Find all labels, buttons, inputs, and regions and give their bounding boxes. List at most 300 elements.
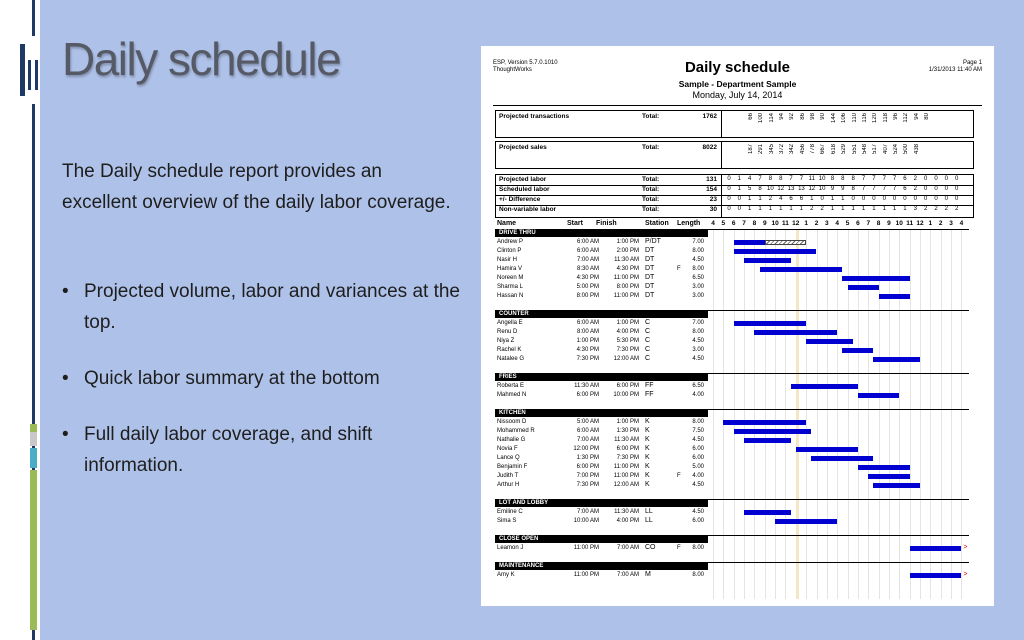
employee-name: Nathalie G <box>497 437 526 443</box>
grid-line <box>827 229 828 599</box>
employee-name: Nissoom D <box>497 419 527 425</box>
shift-start: 7:00 PM <box>576 473 599 479</box>
shift-length: 4.50 <box>692 257 704 263</box>
shift-flag: F <box>677 545 681 551</box>
col-station-header: Station <box>645 220 669 227</box>
labor-summary-cell: 1 <box>841 206 845 212</box>
shift-bar <box>910 573 962 578</box>
labor-summary-cell: 6 <box>789 196 793 202</box>
labor-summary-cell: 1 <box>748 206 752 212</box>
employee-name: Sima S <box>497 518 517 524</box>
labor-summary-cell: 7 <box>872 186 876 192</box>
station-code: CO <box>645 544 656 551</box>
station-code: LL <box>645 517 653 524</box>
shift-start: 7:00 AM <box>576 509 599 515</box>
hour-label: 10 <box>771 220 779 227</box>
station-code: K <box>645 472 650 479</box>
labor-summary-cell: 1 <box>748 196 752 202</box>
hour-label: 4 <box>959 220 964 227</box>
projected-sales-value: 529 <box>841 144 848 155</box>
projected-transaction-value: 90 <box>820 113 827 120</box>
shift-finish: 7:30 PM <box>616 455 639 461</box>
shift-bar-break <box>765 240 806 245</box>
shift-start: 1:00 PM <box>576 338 599 344</box>
labor-summary-cell: 0 <box>913 196 917 202</box>
shift-start: 4:30 PM <box>576 347 599 353</box>
projected-transaction-value: 120 <box>872 113 879 124</box>
shift-length: 4.50 <box>692 356 704 362</box>
shift-start: 5:00 AM <box>576 419 599 425</box>
shift-length: 4.00 <box>692 392 704 398</box>
box-separator <box>721 111 722 137</box>
labor-summary-cell: 2 <box>913 176 917 182</box>
labor-summary-cell: 0 <box>892 196 897 202</box>
shift-bar <box>734 429 812 434</box>
grid-line <box>961 229 962 599</box>
shift-finish: 7:00 AM <box>616 545 639 551</box>
grid-line <box>723 229 724 599</box>
shift-finish: 7:00 AM <box>616 572 639 578</box>
labor-summary-label: +/- Difference <box>499 196 541 203</box>
grid-line <box>879 229 880 599</box>
employee-name: Arthur H <box>497 482 520 488</box>
shift-start: 4:30 PM <box>576 275 599 281</box>
projected-sales-value: 500 <box>903 144 910 155</box>
labor-summary-cell: 0 <box>944 176 949 182</box>
projected-sales-label: Projected sales <box>499 144 547 151</box>
shift-length: 4.50 <box>692 338 704 344</box>
shift-start: 8:30 AM <box>576 266 599 272</box>
decor-line <box>28 60 31 90</box>
grid-line <box>765 229 766 599</box>
station-code: K <box>645 418 650 425</box>
labor-summary-cell: 0 <box>851 196 855 202</box>
shift-start: 6:00 AM <box>576 320 599 326</box>
shift-start: 10:00 AM <box>573 518 599 524</box>
shift-bar <box>744 510 791 515</box>
shift-start: 7:30 PM <box>576 482 599 488</box>
grid-line <box>910 229 911 599</box>
station-code: C <box>645 337 651 344</box>
bullet-item: • Quick labor summary at the bottom <box>62 363 472 394</box>
labor-summary-cell: 0 <box>934 176 938 182</box>
shift-finish: 4:30 PM <box>616 266 639 272</box>
report-version-line: ESP, Version 5.7.0.1010 <box>493 60 558 66</box>
labor-summary-cell: 0 <box>923 186 928 192</box>
hour-label: 4 <box>711 220 715 227</box>
col-start-header: Start <box>567 220 583 227</box>
hour-label: 10 <box>895 220 903 227</box>
labor-summary-cell: 10 <box>767 186 774 192</box>
labor-summary-cell: 8 <box>779 176 783 182</box>
grid-line <box>785 229 786 599</box>
decor-line <box>35 60 38 90</box>
shift-start: 6:00 PM <box>576 392 599 398</box>
station-code: C <box>645 319 651 326</box>
labor-summary-cell: 0 <box>903 196 907 202</box>
station-code: LL <box>645 508 653 515</box>
report-title: Daily schedule <box>684 59 791 76</box>
shift-start: 11:00 PM <box>573 545 599 551</box>
labor-summary-cell: 0 <box>872 196 876 202</box>
projected-transaction-value: 144 <box>830 113 837 124</box>
labor-summary-row <box>496 205 973 215</box>
shift-start: 11:00 PM <box>573 572 599 578</box>
labor-summary-cell: 2 <box>955 206 959 212</box>
employee-name: Mohammed R <box>497 428 535 434</box>
shift-length: 8.00 <box>692 329 704 335</box>
report-vendor-line: ThoughtWorks <box>493 67 532 73</box>
labor-summary-cell: 0 <box>737 196 742 202</box>
hour-label: 5 <box>721 220 726 227</box>
employee-name: Niya Z <box>497 338 515 344</box>
shift-start: 6:00 AM <box>576 239 599 245</box>
labor-summary-cell: 8 <box>758 186 762 192</box>
labor-summary-cell: 0 <box>944 186 949 192</box>
shift-finish: 1:30 PM <box>616 428 639 434</box>
group-header-bar <box>495 374 708 381</box>
shift-finish: 11:00 PM <box>613 293 639 299</box>
labor-summary-cell: 11 <box>808 176 815 182</box>
grid-line <box>734 229 735 599</box>
projected-transaction-value: 92 <box>789 113 796 120</box>
shift-finish: 6:00 PM <box>616 446 639 452</box>
report-page-number: Page 1 <box>962 60 982 66</box>
projected-sales-value: 342 <box>789 144 796 155</box>
shift-finish: 11:00 PM <box>613 275 639 281</box>
labor-summary-cell: 7 <box>882 186 886 192</box>
station-code: M <box>645 571 651 578</box>
shift-length: 8.00 <box>692 266 704 272</box>
labor-summary-cell: 0 <box>955 186 959 192</box>
station-code: K <box>645 427 650 434</box>
shift-length: 6.50 <box>692 383 704 389</box>
decor-block <box>30 448 37 468</box>
employee-name: Angella E <box>497 320 523 326</box>
group-header-bar <box>495 410 708 417</box>
shift-start: 6:00 AM <box>576 428 599 434</box>
shift-start: 8:00 PM <box>576 293 599 299</box>
hour-label: 2 <box>814 220 819 227</box>
employee-name: Roberta E <box>497 383 525 389</box>
labor-summary-cell: 1 <box>737 176 742 182</box>
labor-summary-cell: 2 <box>923 206 928 212</box>
shift-length: 3.00 <box>692 347 704 353</box>
labor-summary-cell: 1 <box>758 196 762 202</box>
labor-summary-cell: 0 <box>944 196 949 202</box>
hour-label: 11 <box>782 220 789 227</box>
projected-sales-value: 291 <box>758 144 765 155</box>
group-name: CLOSE OPEN <box>499 536 539 542</box>
grid-line <box>951 229 952 599</box>
labor-summary-cell: 0 <box>820 196 824 202</box>
employee-name: Benjamin F <box>497 464 528 470</box>
hour-label: 6 <box>731 220 736 227</box>
shift-finish: 11:00 PM <box>613 473 639 479</box>
projected-sales-value: 548 <box>861 144 868 155</box>
labor-summary-cell: 7 <box>861 176 866 182</box>
decor-block <box>30 424 37 432</box>
shift-finish: 1:00 PM <box>616 239 639 245</box>
shift-bar <box>858 465 910 470</box>
shift-length: 3.00 <box>692 293 704 299</box>
bullet-item: • Projected volume, labor and variances at the top. <box>62 276 472 338</box>
projected-transaction-value: 94 <box>779 113 786 120</box>
station-code: C <box>645 355 651 362</box>
grid-line <box>941 229 942 599</box>
shift-bar <box>723 420 806 425</box>
labor-summary-cell: 13 <box>787 186 795 192</box>
projected-transaction-value: 116 <box>861 113 868 123</box>
shift-length: 8.00 <box>692 419 704 425</box>
labor-summary-cell: 4 <box>748 176 752 182</box>
col-finish-header: Finish <box>596 220 617 227</box>
shift-length: 4.50 <box>692 482 704 488</box>
grid-line <box>930 229 931 599</box>
labor-summary-cell: 13 <box>798 186 805 192</box>
shift-length: 7.50 <box>692 428 704 434</box>
station-code: FF <box>645 382 654 389</box>
left-decoration <box>0 0 40 640</box>
group-name: KITCHEN <box>499 410 526 416</box>
shift-length: 5.00 <box>692 464 704 470</box>
shift-length: 8.00 <box>692 572 704 578</box>
labor-summary-cell: 2 <box>934 206 938 212</box>
labor-summary-cell: 2 <box>944 206 949 212</box>
group-name: COUNTER <box>499 311 529 317</box>
labor-summary-cell: 9 <box>830 186 835 192</box>
shift-finish: 11:30 AM <box>614 437 639 443</box>
hour-label: 9 <box>762 220 767 227</box>
labor-summary-cell: 6 <box>799 196 804 202</box>
labor-summary-cell: 5 <box>748 186 752 192</box>
shift-bar <box>873 357 920 362</box>
shift-finish: 8:00 PM <box>616 284 639 290</box>
shift-length: 8.00 <box>692 248 704 254</box>
labor-summary-cell: 7 <box>861 186 866 192</box>
report-printed-at: 1/31/2013 11:40 AM <box>928 67 982 73</box>
projected-sales-total-label: Total: <box>642 144 660 151</box>
decor-block <box>30 470 37 630</box>
employee-name: Andrew P <box>497 239 524 245</box>
station-code: C <box>645 328 651 335</box>
projected-sales-box <box>495 141 974 169</box>
shift-bar <box>873 483 920 488</box>
labor-summary-cell: 1 <box>768 206 773 212</box>
station-code: K <box>645 454 650 461</box>
grid-line <box>817 229 818 599</box>
shift-bar <box>879 294 910 299</box>
labor-summary-cell: 1 <box>872 206 876 212</box>
labor-summary-cell: 10 <box>818 176 826 182</box>
employee-name: Natalee G <box>497 356 525 362</box>
projected-transaction-value: 118 <box>882 113 889 123</box>
shift-bar <box>842 276 909 281</box>
labor-summary-total: 154 <box>706 186 717 193</box>
labor-summary-cell: 1 <box>841 196 845 202</box>
shift-finish: 5:30 PM <box>616 338 639 344</box>
employee-name: Lance Q <box>497 455 520 461</box>
station-code: FF <box>645 391 654 398</box>
shift-start: 7:00 AM <box>576 437 599 443</box>
shift-finish: 12:00 AM <box>613 482 639 488</box>
employee-name: Amy K <box>497 572 515 578</box>
hour-label: 3 <box>825 220 829 227</box>
employee-name: Renu D <box>497 329 518 335</box>
report-rule <box>493 105 982 106</box>
grid-line <box>889 229 890 599</box>
employee-name: Mahmed N <box>497 392 527 398</box>
shift-length: 7.00 <box>692 239 704 245</box>
shift-finish: 11:00 PM <box>613 464 639 470</box>
shift-start: 6:00 PM <box>576 464 599 470</box>
shift-bar <box>848 285 879 290</box>
grid-line <box>837 229 838 599</box>
shift-length: 4.50 <box>692 509 704 515</box>
shift-finish: 6:00 PM <box>616 383 639 389</box>
hour-label: 3 <box>949 220 953 227</box>
labor-summary-cell: 7 <box>872 176 876 182</box>
projected-transactions-box <box>495 110 974 138</box>
projected-sales-value: 524 <box>892 144 899 155</box>
labor-summary-label: Scheduled labor <box>499 186 550 193</box>
projected-sales-value: 618 <box>830 144 837 155</box>
report-date: Monday, July 14, 2014 <box>692 90 783 100</box>
labor-summary-cell: 8 <box>851 176 855 182</box>
shift-finish: 11:30 AM <box>614 509 639 515</box>
labor-summary-total-label: Total: <box>642 206 660 213</box>
shift-start: 12:00 PM <box>573 446 599 452</box>
projected-transaction-value: 98 <box>810 113 817 120</box>
shift-start: 7:00 AM <box>576 257 599 263</box>
bullet-list <box>62 276 472 506</box>
group-name: DRIVE THRU <box>499 230 536 236</box>
shift-finish: 12:00 AM <box>613 356 639 362</box>
employee-name: Judith T <box>497 473 519 479</box>
labor-summary-cell: 1 <box>810 196 814 202</box>
labor-summary-cell: 12 <box>777 186 785 192</box>
labor-summary-cell: 9 <box>841 186 845 192</box>
labor-summary-cell: 1 <box>799 206 804 212</box>
employee-name: Nasir H <box>497 257 518 263</box>
labor-summary-cell: 7 <box>799 176 804 182</box>
labor-summary-cell: 1 <box>758 206 762 212</box>
shift-bar <box>744 438 791 443</box>
col-name-header: Name <box>497 220 517 227</box>
employee-name: Rachel K <box>497 347 522 353</box>
shift-length: 6.50 <box>692 275 704 281</box>
hour-label: 7 <box>866 220 871 227</box>
shift-bar <box>868 474 909 479</box>
projected-sales-total: 8022 <box>702 144 717 151</box>
station-code: DT <box>645 256 655 263</box>
labor-summary-cell: 7 <box>789 176 793 182</box>
station-code: C <box>645 346 651 353</box>
shift-bar <box>760 267 843 272</box>
shift-bar <box>744 258 791 263</box>
labor-summary-cell: 1 <box>903 206 907 212</box>
labor-summary-cell: 7 <box>892 176 897 182</box>
projected-transactions-label: Projected transactions <box>499 113 570 120</box>
shift-bar <box>842 348 873 353</box>
projected-sales-value: 345 <box>768 144 775 155</box>
hour-label: 4 <box>835 220 839 227</box>
labor-summary-box <box>495 174 974 218</box>
hour-label: 12 <box>916 220 924 227</box>
grid-line <box>920 229 921 599</box>
continues-arrow: > <box>963 543 968 551</box>
grid-line <box>744 229 745 599</box>
labor-summary-cell: 1 <box>830 196 835 202</box>
shift-start: 7:30 PM <box>576 356 599 362</box>
projected-transaction-value: 106 <box>841 113 848 124</box>
shift-bar <box>806 339 853 344</box>
labor-summary-label: Projected labor <box>499 176 547 183</box>
hour-label: 9 <box>887 220 891 227</box>
labor-summary-cell: 0 <box>737 206 742 212</box>
labor-summary-cell: 7 <box>882 176 886 182</box>
shift-finish: 11:30 AM <box>614 257 639 263</box>
grid-line <box>775 229 776 599</box>
shift-bar <box>791 384 858 389</box>
labor-summary-cell: 0 <box>923 176 928 182</box>
shift-finish: 2:00 PM <box>616 248 639 254</box>
labor-summary-total: 23 <box>709 196 717 203</box>
labor-summary-cell: 1 <box>892 206 897 212</box>
labor-summary-cell: 0 <box>882 196 886 202</box>
coverage-grid <box>709 229 969 599</box>
labor-summary-cell: 0 <box>934 196 938 202</box>
labor-summary-cell: 0 <box>727 206 731 212</box>
shift-flag: F <box>677 473 681 479</box>
employee-name: Emiline C <box>497 509 523 515</box>
grid-line <box>806 229 807 599</box>
station-code: DT <box>645 283 655 290</box>
labor-summary-cell: 0 <box>934 186 938 192</box>
labor-summary-cell: 2 <box>768 196 773 202</box>
labor-summary-cell: 8 <box>768 176 773 182</box>
slide-title: Daily schedule <box>62 33 341 85</box>
continues-arrow: > <box>963 570 968 578</box>
projected-transactions-total: 1762 <box>702 113 717 120</box>
shift-bar <box>858 393 899 398</box>
station-code: K <box>645 436 650 443</box>
labor-summary-label: Non-variable labor <box>499 206 557 213</box>
shift-length: 7.00 <box>692 320 704 326</box>
station-code: DT <box>645 292 655 299</box>
hour-label: 1 <box>804 220 808 227</box>
labor-summary-total-label: Total: <box>642 186 660 193</box>
station-code: DT <box>645 247 655 254</box>
shift-bar <box>734 249 817 254</box>
hour-label: 7 <box>742 220 746 227</box>
hour-label: 11 <box>906 220 914 227</box>
group-name: FRIES <box>499 374 517 380</box>
labor-summary-total-label: Total: <box>642 196 660 203</box>
projected-transaction-value: 100 <box>758 113 765 124</box>
labor-summary-cell: 0 <box>727 196 731 202</box>
labor-summary-cell: 1 <box>737 186 742 192</box>
projected-sales-value: 438 <box>913 144 920 155</box>
projected-transaction-value: 96 <box>892 113 899 120</box>
hour-label: 5 <box>845 220 850 227</box>
shift-bar <box>910 546 962 551</box>
shift-finish: 1:00 PM <box>616 419 639 425</box>
hour-label: 2 <box>938 220 943 227</box>
labor-summary-cell: 0 <box>727 186 731 192</box>
projected-transactions-total-label: Total: <box>642 113 660 120</box>
labor-summary-cell: 1 <box>779 206 783 212</box>
